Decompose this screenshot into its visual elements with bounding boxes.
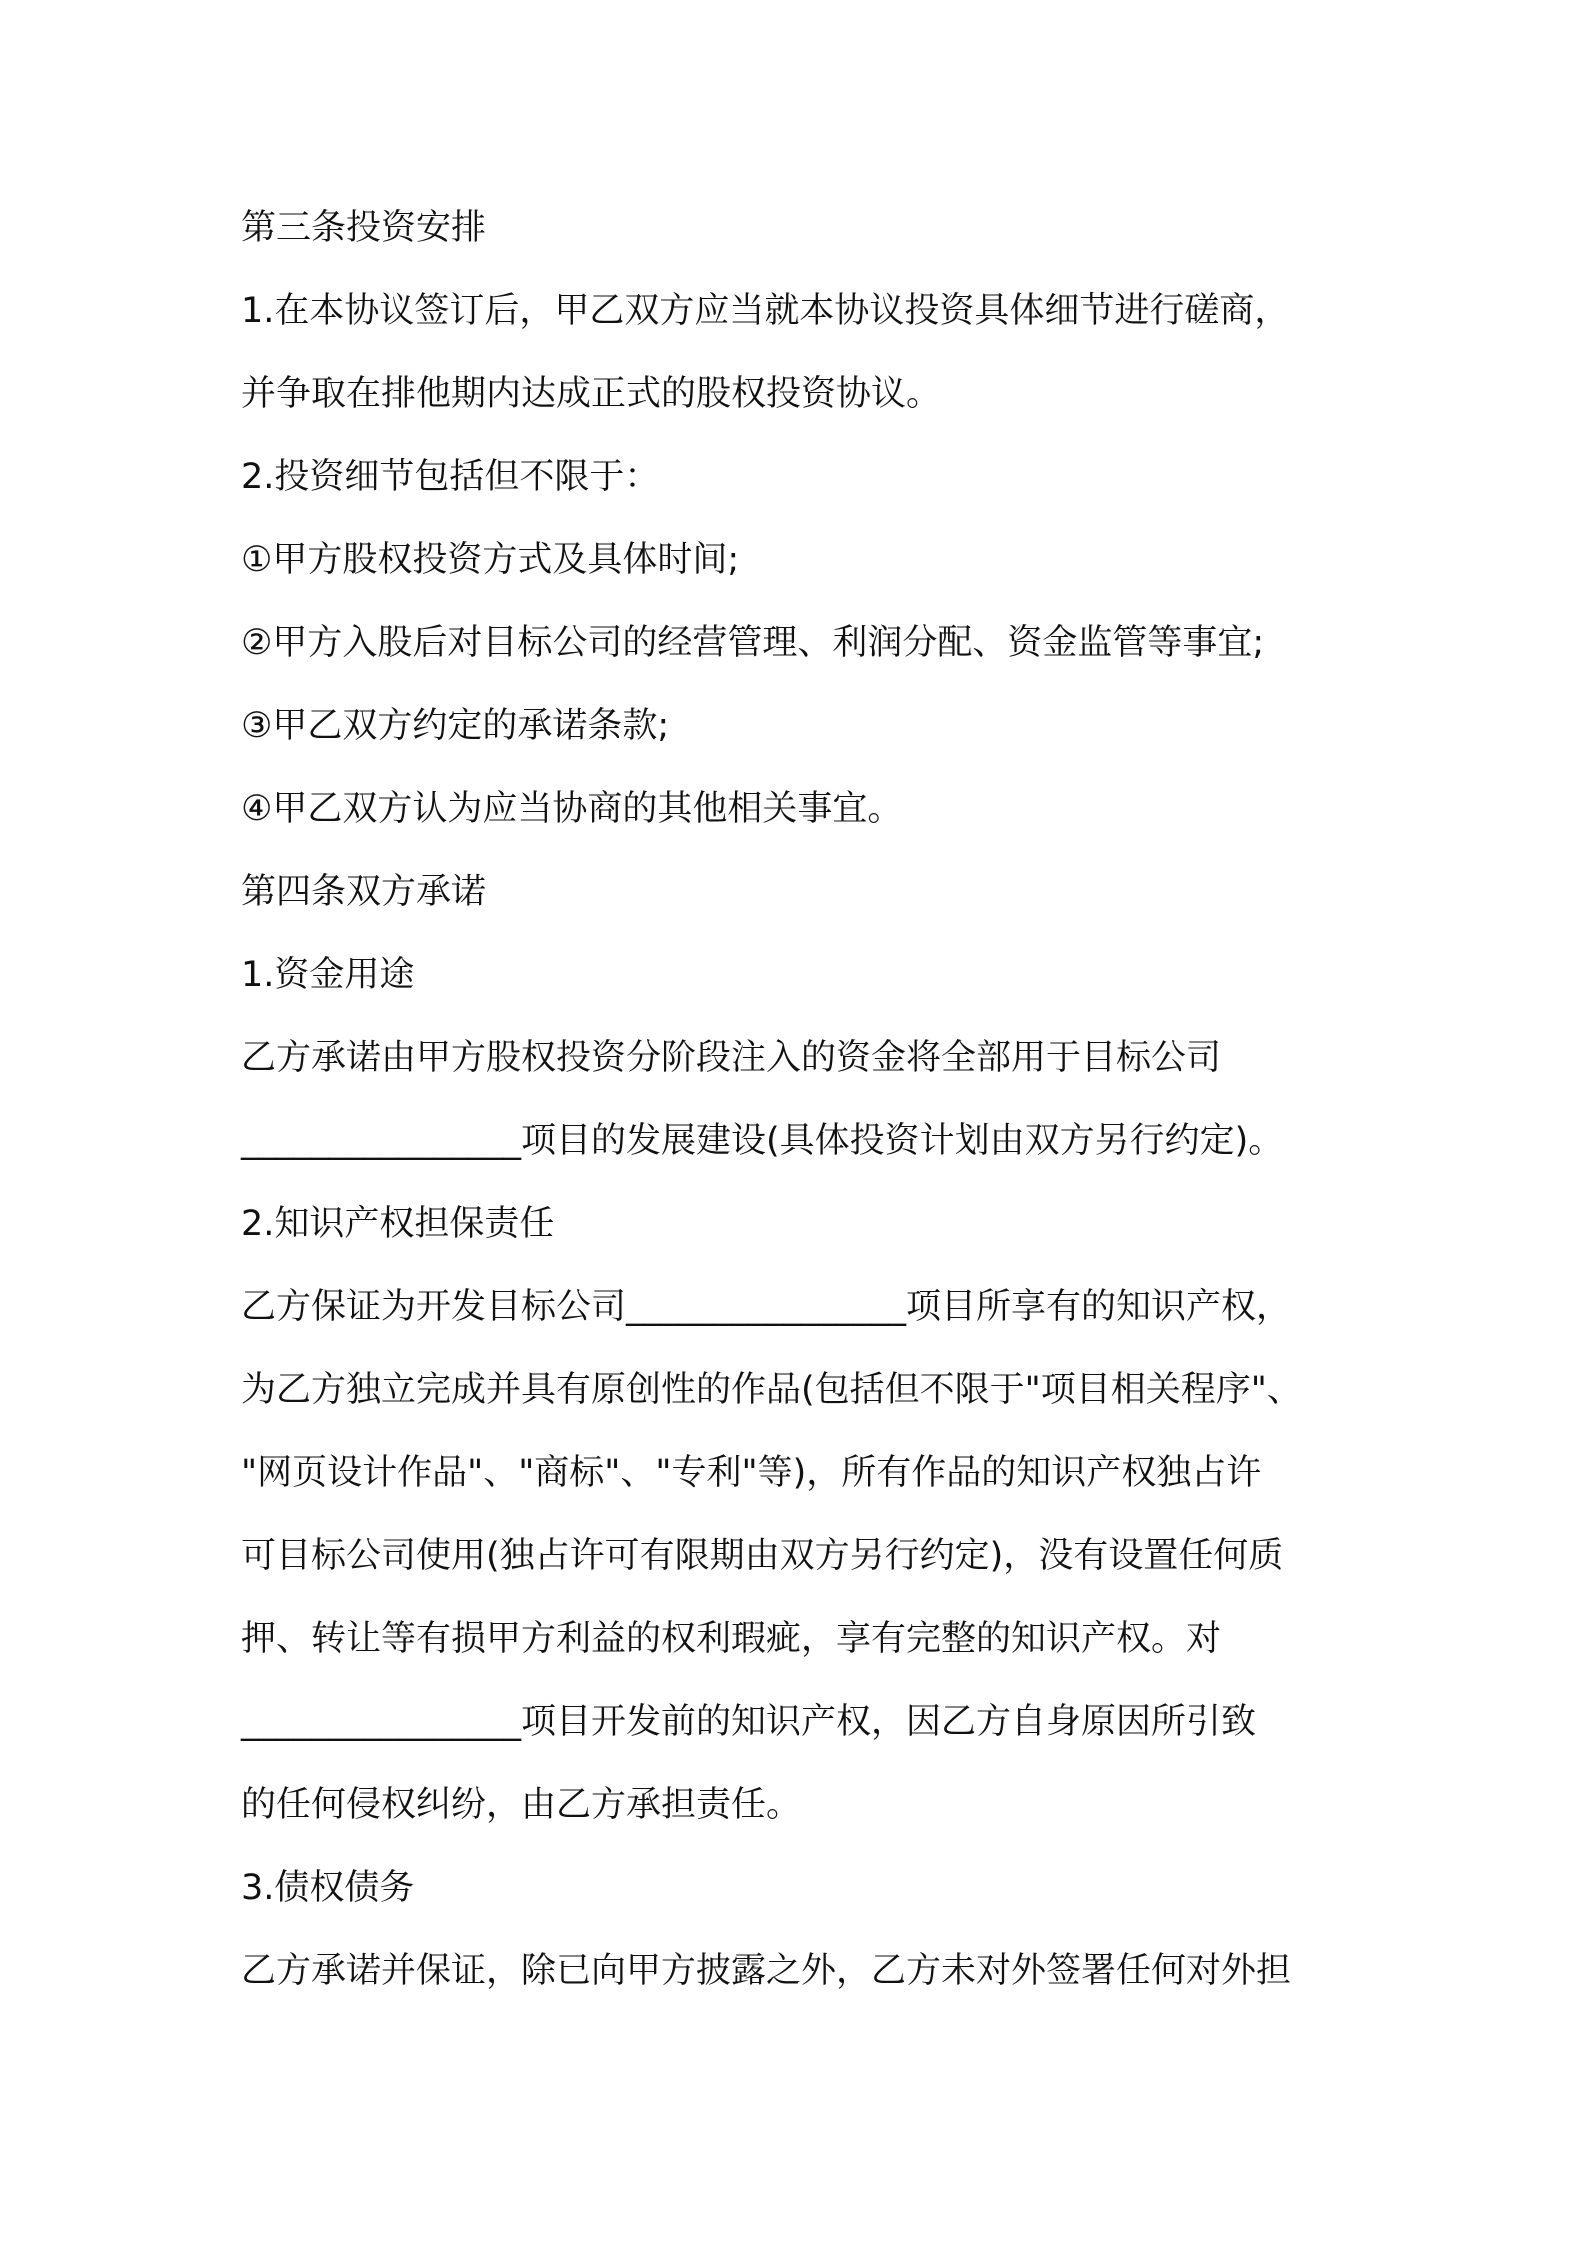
paragraph-line: 1.在本协议签订后，甲乙双方应当就本协议投资具体细节进行磋商， bbox=[241, 291, 1290, 331]
subsection-heading: 2.知识产权担保责任 bbox=[241, 1204, 555, 1244]
list-heading: 2.投资细节包括但不限于： bbox=[241, 457, 660, 497]
list-item: ②甲方入股后对目标公司的经营管理、利润分配、资金监管等事宜; bbox=[241, 623, 1265, 663]
paragraph-line: "网页设计作品"、"商标"、"专利"等)，所有作品的知识产权独占许 bbox=[241, 1453, 1262, 1493]
subsection-heading: 3.债权债务 bbox=[241, 1868, 415, 1908]
paragraph-line: 为乙方独立完成并具有原创性的作品(包括但不限于"项目相关程序"、 bbox=[241, 1370, 1302, 1410]
paragraph-line: 乙方承诺由甲方股权投资分阶段注入的资金将全部用于目标公司 bbox=[241, 1038, 1222, 1078]
paragraph-line: 可目标公司使用(独占许可有限期由双方另行约定)，没有设置任何质 bbox=[241, 1536, 1284, 1576]
paragraph-line: 押、转让等有损甲方利益的权利瑕疵，享有完整的知识产权。对 bbox=[241, 1619, 1222, 1659]
list-item: ①甲方股权投资方式及具体时间; bbox=[241, 540, 740, 580]
paragraph-line: 并争取在排他期内达成正式的股权投资协议。 bbox=[241, 374, 942, 414]
paragraph-line: 乙方承诺并保证，除已向甲方披露之外，乙方未对外签署任何对外担 bbox=[241, 1951, 1292, 1991]
subsection-heading: 1.资金用途 bbox=[241, 955, 415, 995]
paragraph-line: 的任何侵权纠纷，由乙方承担责任。 bbox=[241, 1785, 802, 1825]
paragraph-line: ________________项目开发前的知识产权，因乙方自身原因所引致 bbox=[241, 1702, 1257, 1742]
article-4-heading: 第四条双方承诺 bbox=[241, 872, 487, 912]
paragraph-line: ________________项目的发展建设(具体投资计划由双方另行约定)。 bbox=[241, 1121, 1284, 1161]
list-item: ④甲乙双方认为应当协商的其他相关事宜。 bbox=[241, 789, 903, 829]
paragraph-line: 乙方保证为开发目标公司________________项目所享有的知识产权， bbox=[241, 1287, 1292, 1327]
article-3-heading: 第三条投资安排 bbox=[241, 208, 487, 248]
list-item: ③甲乙双方约定的承诺条款; bbox=[241, 706, 670, 746]
